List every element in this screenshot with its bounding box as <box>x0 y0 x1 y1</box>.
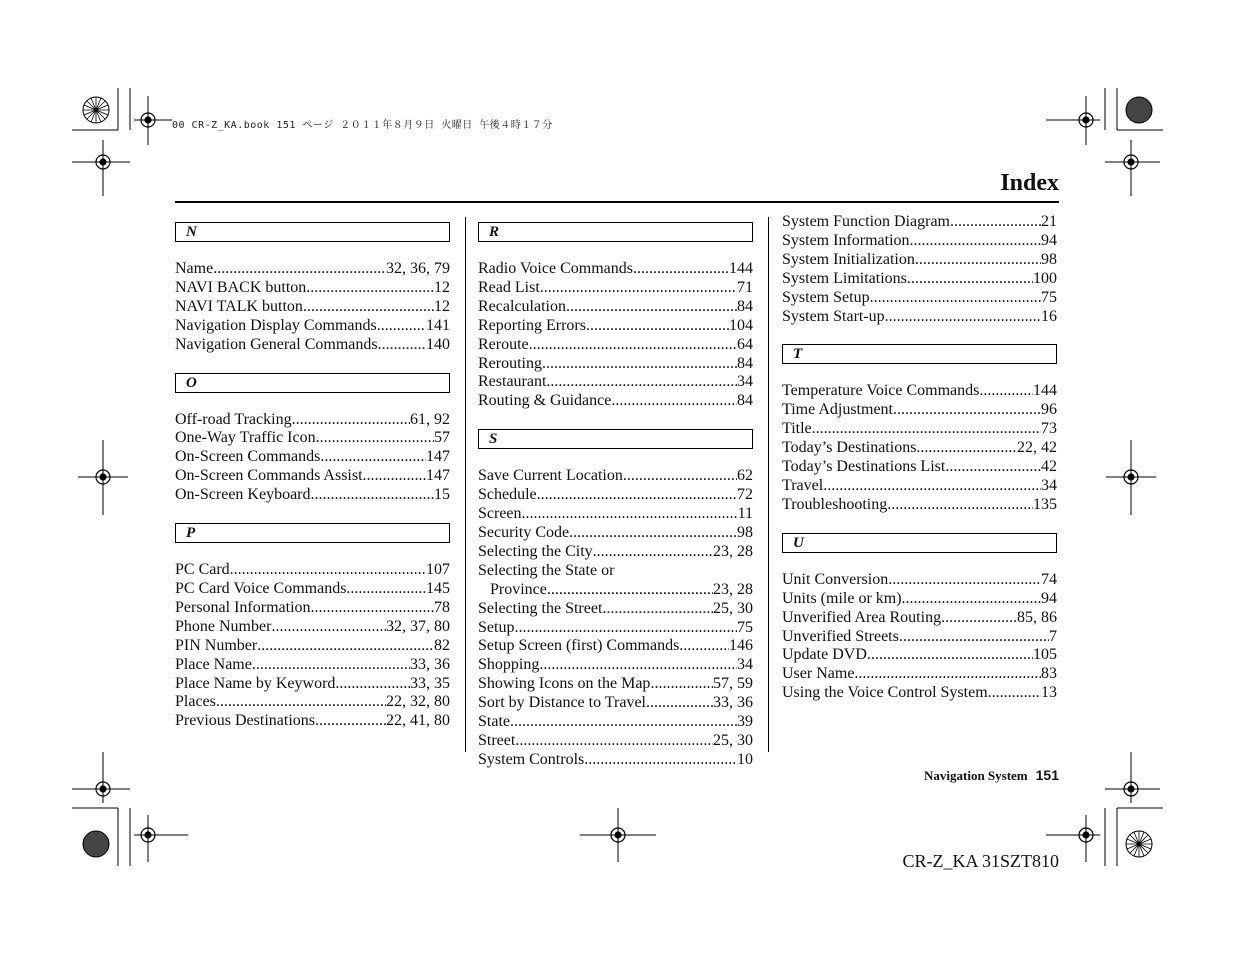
page-number: 151 <box>1035 767 1059 783</box>
index-term: Province <box>490 580 547 598</box>
index-entry <box>175 656 450 675</box>
index-entry <box>782 213 1057 232</box>
index-term: State <box>478 713 510 731</box>
dot-leader <box>311 599 434 618</box>
dot-leader <box>586 317 729 336</box>
index-page-refs: 33, 36 <box>713 694 753 712</box>
dot-leader <box>529 336 737 355</box>
section-letter-heading: N <box>175 222 450 242</box>
index-entry <box>782 439 1057 458</box>
index-term: User Name <box>782 665 855 683</box>
index-term: Unverified Area Routing <box>782 608 942 626</box>
index-page-refs: 98 <box>737 523 753 541</box>
index-entry <box>478 373 753 392</box>
dot-leader <box>870 289 1041 308</box>
dot-leader <box>633 260 729 279</box>
index-page-refs: 34 <box>737 656 753 674</box>
index-entry <box>478 486 753 505</box>
dot-leader <box>320 448 426 467</box>
index-term: System Setup <box>782 288 870 306</box>
index-term: NAVI TALK button <box>175 297 303 315</box>
index-page-refs: 61, 92 <box>410 410 450 428</box>
index-page-refs: 146 <box>729 637 753 655</box>
index-page-refs: 84 <box>737 297 753 315</box>
dot-leader <box>593 543 713 562</box>
dot-leader <box>514 619 737 638</box>
index-page-refs: 12 <box>434 278 450 296</box>
dot-leader <box>915 251 1041 270</box>
dot-leader <box>910 232 1041 251</box>
index-page-refs: 25, 30 <box>713 731 753 749</box>
index-term: Read List <box>478 278 540 296</box>
dot-leader <box>230 561 426 580</box>
index-page-refs: 62 <box>737 467 753 485</box>
section-letter-heading: P <box>175 523 450 543</box>
index-column-2 <box>478 222 753 770</box>
index-term: Save Current Location <box>478 467 623 485</box>
index-term: Phone Number <box>175 617 272 635</box>
title-rule <box>175 201 1059 203</box>
index-page-refs: 34 <box>1041 476 1057 494</box>
index-term: Place Name by Keyword <box>175 674 336 692</box>
index-entry <box>478 336 753 355</box>
index-term: Today’s Destinations List <box>782 458 946 476</box>
index-page-refs: 16 <box>1041 307 1057 325</box>
index-term: Setup <box>478 618 515 636</box>
index-term: Setup Screen (first) Commands <box>478 637 680 655</box>
index-term: Screen <box>478 505 522 523</box>
dot-leader <box>867 646 1033 665</box>
index-page-refs: 22, 42 <box>1017 439 1057 457</box>
section-gap <box>782 515 1057 533</box>
index-entry <box>782 382 1057 401</box>
index-term: Today’s Destinations <box>782 439 917 457</box>
index-term: Previous Destinations <box>175 712 315 730</box>
dot-leader <box>950 213 1041 232</box>
dot-leader <box>522 505 738 524</box>
index-term: Temperature Voice Commands <box>782 382 980 400</box>
index-page-refs: 82 <box>434 636 450 654</box>
index-page-refs: 75 <box>737 618 753 636</box>
index-term: Routing & Guidance <box>478 392 612 410</box>
index-page-refs: 32, 37, 80 <box>386 617 450 635</box>
index-entry <box>175 411 450 430</box>
dot-leader <box>546 373 737 392</box>
dot-leader <box>346 580 426 599</box>
index-term: PIN Number <box>175 636 258 654</box>
index-page-refs: 94 <box>1041 231 1057 249</box>
index-entry <box>175 618 450 637</box>
index-term: Selecting the City <box>478 542 593 560</box>
index-page-refs: 7 <box>1049 627 1057 645</box>
dot-leader <box>885 308 1041 327</box>
index-term: Name <box>175 260 214 277</box>
index-page-refs: 15 <box>434 486 450 504</box>
dot-leader <box>646 694 713 713</box>
index-entry <box>782 270 1057 289</box>
index-page-refs: 147 <box>426 448 450 466</box>
dot-leader <box>316 429 434 448</box>
index-entry <box>478 656 753 675</box>
index-term: One-Way Traffic Icon <box>175 429 316 447</box>
index-entry <box>175 429 450 448</box>
index-entry <box>478 505 753 524</box>
dot-leader <box>306 279 434 298</box>
dot-leader <box>902 590 1041 609</box>
index-page-refs: 33, 36 <box>410 655 450 673</box>
index-page-refs: 94 <box>1041 589 1057 607</box>
index-page-refs: 71 <box>737 278 753 296</box>
dot-leader <box>377 317 426 336</box>
section-letter-heading: S <box>478 429 753 449</box>
index-page-refs: 42 <box>1041 458 1057 476</box>
index-entry <box>782 609 1057 628</box>
dot-leader <box>292 411 410 430</box>
index-entry <box>782 684 1057 703</box>
index-term: Shopping <box>478 656 540 674</box>
index-entry <box>782 251 1057 270</box>
section-gap <box>175 355 450 373</box>
index-term: Recalculation <box>478 297 566 315</box>
page-title: Index <box>1000 170 1059 196</box>
index-page-refs: 73 <box>1041 420 1057 438</box>
index-page-refs: 141 <box>426 316 450 334</box>
dot-leader <box>893 401 1041 420</box>
index-page-refs: 83 <box>1041 665 1057 683</box>
column-divider <box>768 217 769 752</box>
index-term: System Start-up <box>782 307 885 325</box>
index-term: System Controls <box>478 750 585 768</box>
index-entry <box>782 458 1057 477</box>
index-term: NAVI BACK button <box>175 278 307 296</box>
index-entry <box>782 571 1057 590</box>
index-page-refs: 78 <box>434 598 450 616</box>
index-entry <box>175 260 450 279</box>
dot-leader <box>679 637 729 656</box>
index-term: Sort by Distance to Travel <box>478 694 646 712</box>
index-entry <box>175 712 450 731</box>
index-entry <box>175 317 450 336</box>
document-code: CR-Z_KA 31SZT810 <box>902 851 1059 871</box>
dot-leader <box>539 656 737 675</box>
index-term: Selecting the State or <box>478 561 615 579</box>
book-header-line: 00 CR-Z_KA.book 151 ページ ２０１１年８月９日 火曜日 午後４時１７分 <box>172 120 553 131</box>
index-entry <box>782 401 1057 420</box>
index-term: Off-road Tracking <box>175 410 292 428</box>
index-page-refs: 72 <box>737 486 753 504</box>
index-term: Title <box>782 420 812 438</box>
index-term: Radio Voice Commands <box>478 260 633 277</box>
index-page-refs: 144 <box>729 260 753 277</box>
index-page-refs: 64 <box>737 335 753 353</box>
dot-leader <box>547 581 713 600</box>
index-term: Travel <box>782 476 824 494</box>
index-entry <box>478 317 753 336</box>
index-term: Time Adjustment <box>782 401 893 419</box>
dot-leader <box>584 751 737 770</box>
dot-leader <box>988 684 1041 703</box>
index-page-refs: 145 <box>426 579 450 597</box>
index-column-1 <box>175 222 450 731</box>
index-term: On-Screen Commands Assist <box>175 467 363 485</box>
index-entry <box>782 232 1057 251</box>
dot-leader <box>602 600 713 619</box>
dot-leader <box>542 355 737 374</box>
index-entry <box>478 732 753 751</box>
index-term: PC Card Voice Commands <box>175 579 347 597</box>
index-entry <box>175 561 450 580</box>
index-page-refs: 104 <box>729 316 753 334</box>
index-term: System Limitations <box>782 269 907 287</box>
index-page-refs: 11 <box>737 505 753 523</box>
index-entry <box>478 260 753 279</box>
index-entry <box>478 694 753 713</box>
index-term: Selecting the Street <box>478 599 603 617</box>
dot-leader <box>887 496 1033 515</box>
dot-leader <box>812 420 1041 439</box>
index-entry <box>175 675 450 694</box>
index-page-refs: 57, 59 <box>713 675 753 693</box>
index-term: Troubleshooting <box>782 495 888 513</box>
dot-leader <box>315 712 386 731</box>
index-page-refs: 105 <box>1033 646 1057 664</box>
index-page-refs: 57 <box>434 429 450 447</box>
index-page-refs: 75 <box>1041 288 1057 306</box>
dot-leader <box>941 609 1017 628</box>
index-entry <box>478 467 753 486</box>
index-entry <box>478 675 753 694</box>
index-term: On-Screen Commands <box>175 448 321 466</box>
index-page-refs: 32, 36, 79 <box>386 260 450 277</box>
index-entry <box>478 355 753 374</box>
dot-leader <box>510 713 737 732</box>
index-term: Places <box>175 693 216 711</box>
index-page-refs: 144 <box>1033 382 1057 400</box>
index-term: Using the Voice Control System <box>782 684 988 702</box>
index-entry <box>175 467 450 486</box>
index-page-refs: 84 <box>737 392 753 410</box>
index-entry <box>782 665 1057 684</box>
dot-leader <box>311 486 435 505</box>
dot-leader <box>303 298 434 317</box>
footer-section-name: Navigation System <box>924 768 1028 783</box>
index-term: System Function Diagram <box>782 213 950 230</box>
index-entry <box>782 289 1057 308</box>
dot-leader <box>979 382 1033 401</box>
index-page-refs: 85, 86 <box>1017 608 1057 626</box>
dot-leader <box>945 458 1041 477</box>
index-entry <box>478 543 753 562</box>
index-entry <box>175 580 450 599</box>
section-letter-heading: R <box>478 222 753 242</box>
dot-leader <box>378 336 426 355</box>
index-entry <box>782 496 1057 515</box>
index-entry <box>478 298 753 317</box>
index-page-refs: 135 <box>1033 495 1057 513</box>
index-entry <box>175 336 450 355</box>
dot-leader <box>907 270 1033 289</box>
index-entry <box>782 628 1057 647</box>
index-entry <box>782 590 1057 609</box>
index-entry <box>478 581 753 600</box>
index-page-refs: 22, 41, 80 <box>386 712 450 730</box>
index-entry <box>478 751 753 770</box>
index-entry <box>175 298 450 317</box>
index-entry <box>478 562 753 581</box>
index-page-refs: 13 <box>1041 684 1057 702</box>
dot-leader <box>252 656 410 675</box>
index-term: System Initialization <box>782 250 915 268</box>
index-page-refs: 74 <box>1041 570 1057 588</box>
index-page-refs: 84 <box>737 354 753 372</box>
index-column-3 <box>782 213 1057 703</box>
index-entry <box>175 279 450 298</box>
index-term: Place Name <box>175 655 252 673</box>
index-term: Security Code <box>478 523 570 541</box>
index-term: On-Screen Keyboard <box>175 486 311 504</box>
dot-leader <box>257 637 434 656</box>
index-entry <box>782 420 1057 439</box>
index-term: Schedule <box>478 486 537 504</box>
index-page-refs: 39 <box>737 713 753 731</box>
index-entry <box>782 646 1057 665</box>
index-page-refs: 21 <box>1041 213 1057 230</box>
dot-leader <box>899 628 1049 647</box>
dot-leader <box>888 571 1041 590</box>
dot-leader <box>537 486 737 505</box>
index-page-refs: 34 <box>737 373 753 391</box>
index-term: Navigation General Commands <box>175 335 378 353</box>
index-page-refs: 33, 35 <box>410 674 450 692</box>
index-page-refs: 10 <box>737 750 753 768</box>
index-entry <box>478 279 753 298</box>
index-term: Reroute <box>478 335 529 353</box>
dot-leader <box>569 524 737 543</box>
dot-leader <box>216 693 386 712</box>
section-letter-heading: U <box>782 533 1057 553</box>
index-term: Update DVD <box>782 646 867 664</box>
dot-leader <box>540 279 737 298</box>
index-page-refs: 107 <box>426 561 450 579</box>
footer-section <box>924 767 1059 784</box>
index-term: System Information <box>782 231 910 249</box>
dot-leader <box>335 675 410 694</box>
index-term: Navigation Display Commands <box>175 316 377 334</box>
index-page-refs: 22, 32, 80 <box>386 693 450 711</box>
index-term: Street <box>478 731 516 749</box>
index-entry <box>175 599 450 618</box>
index-term: Reporting Errors <box>478 316 586 334</box>
index-term: Units (mile or km) <box>782 589 902 607</box>
index-page-refs: 23, 28 <box>713 542 753 560</box>
index-entry <box>478 637 753 656</box>
index-entry <box>478 600 753 619</box>
index-term: PC Card <box>175 561 230 579</box>
index-entry <box>478 524 753 543</box>
dot-leader <box>823 477 1041 496</box>
dot-leader <box>363 467 426 486</box>
index-entry <box>478 392 753 411</box>
dot-leader <box>916 439 1017 458</box>
column-divider <box>465 217 466 752</box>
index-term: Personal Information <box>175 598 311 616</box>
index-entry <box>175 637 450 656</box>
section-gap <box>175 505 450 523</box>
dot-leader <box>213 260 386 279</box>
index-entry <box>478 713 753 732</box>
index-page-refs: 100 <box>1033 269 1057 287</box>
section-gap <box>478 411 753 429</box>
index-page-refs: 140 <box>426 335 450 353</box>
index-entry <box>175 486 450 505</box>
dot-leader <box>515 732 713 751</box>
index-entry <box>175 693 450 712</box>
index-page-refs: 25, 30 <box>713 599 753 617</box>
index-page-refs: 12 <box>434 297 450 315</box>
index-page-refs: 96 <box>1041 401 1057 419</box>
index-term: Restaurant <box>478 373 547 391</box>
index-entry <box>478 619 753 638</box>
dot-leader <box>623 467 737 486</box>
dot-leader <box>566 298 737 317</box>
dot-leader <box>611 392 737 411</box>
dot-leader <box>650 675 713 694</box>
dot-leader <box>854 665 1041 684</box>
section-letter-heading: O <box>175 373 450 393</box>
index-page-refs: 98 <box>1041 250 1057 268</box>
index-entry <box>175 448 450 467</box>
index-page-refs: 147 <box>426 467 450 485</box>
section-letter-heading: T <box>782 344 1057 364</box>
index-entry <box>782 308 1057 327</box>
index-term: Unverified Streets <box>782 627 899 645</box>
dot-leader <box>271 618 386 637</box>
section-gap <box>782 326 1057 344</box>
index-term: Rerouting <box>478 354 542 372</box>
index-term: Unit Conversion <box>782 570 889 588</box>
index-entry <box>782 477 1057 496</box>
index-page-refs: 23, 28 <box>713 580 753 598</box>
index-term: Showing Icons on the Map <box>478 675 651 693</box>
